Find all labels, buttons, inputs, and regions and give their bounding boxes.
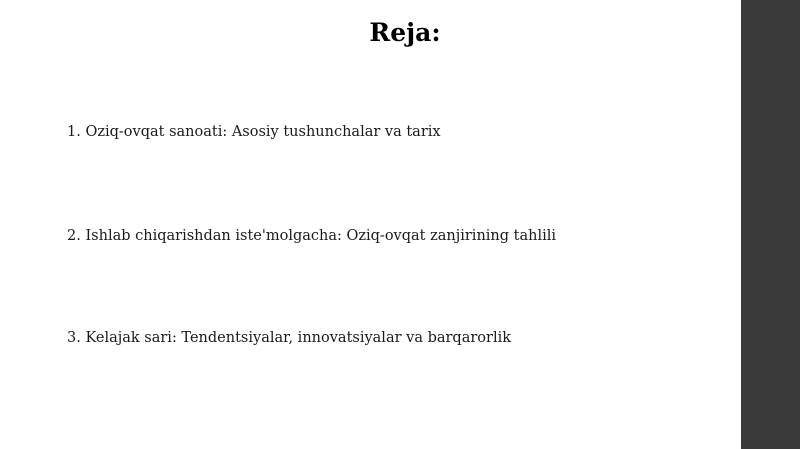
- agenda-item-1: 1. Oziq-ovqat sanoati: Asosiy tushunchalar va tarix: [67, 124, 441, 140]
- slide-title: Reja:: [369, 18, 441, 47]
- agenda-item-2: 2. Ishlab chiqarishdan iste'molgacha: Oziq-ovqat zanjirining tahlili: [67, 228, 557, 244]
- agenda-item-3: 3. Kelajak sari: Tendentsiyalar, innovatsiyalar va barqarorlik: [67, 330, 512, 346]
- viewer-sidebar: [741, 0, 800, 449]
